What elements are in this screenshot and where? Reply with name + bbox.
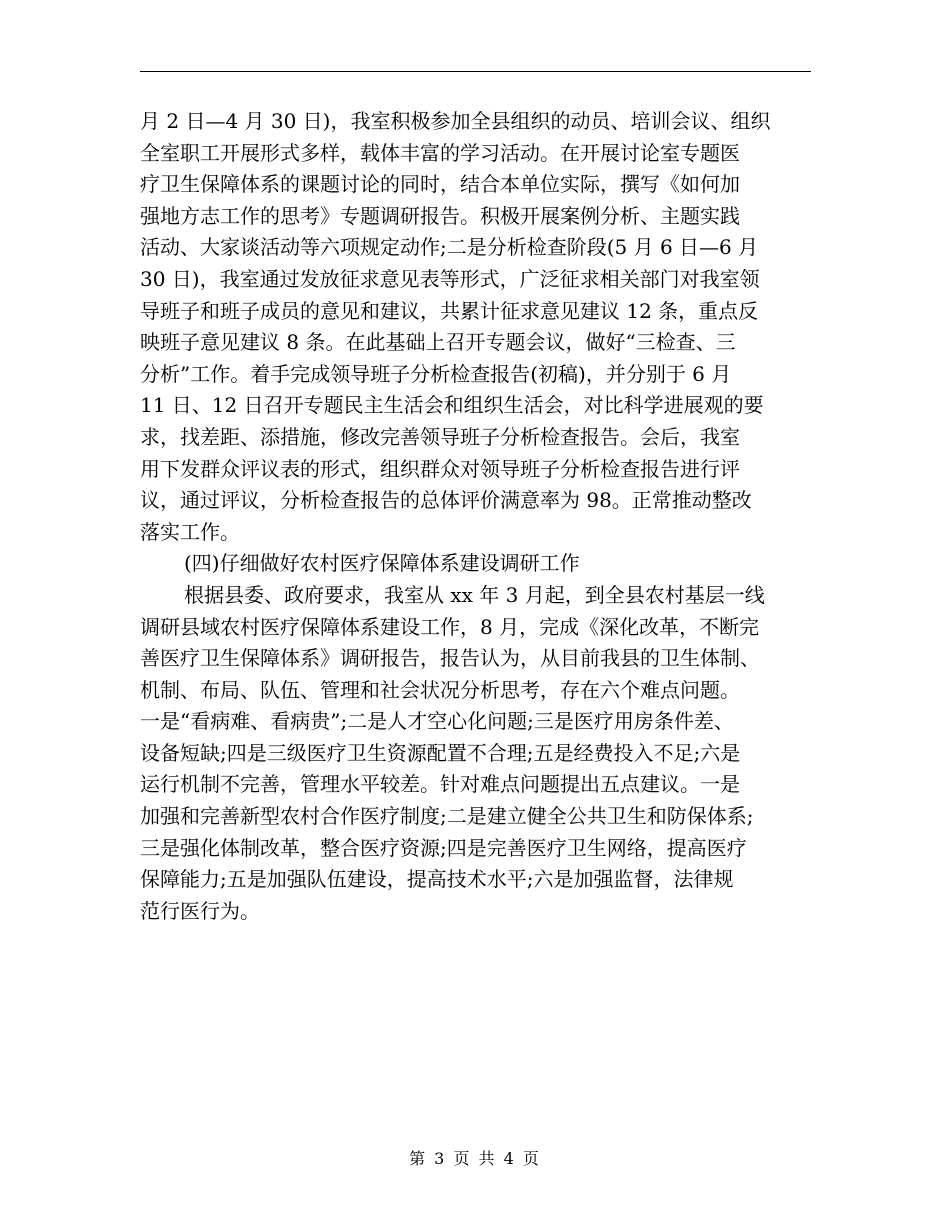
text-line: 机制、布局、队伍、管理和社会状况分析思考，存在六个难点问题。 [140,677,740,702]
text-line: 求，找差距、添措施，修改完善领导班子分析检查报告。会后，我室 [140,424,740,449]
text-line: 活动、大家谈活动等六项规定动作;二是分析检查阶段(5 月 6 日—6 月 [140,235,759,260]
text-line: 疗卫生保障体系的课题讨论的同时，结合本单位实际，撰写《如何加 [140,172,740,197]
text-line: 调研县域农村医疗保障体系建设工作，8 月，完成《深化改革，不断完 [140,614,760,639]
text-line: 三是强化体制改革，整合医疗资源;四是完善医疗卫生网络，提高医疗 [140,835,747,860]
paragraph-start-line: 根据县委、政府要求，我室从 xx 年 3 月起，到全县农村基层一线 [184,582,765,607]
text-line: 全室职工开展形式多样，载体丰富的学习活动。在开展讨论室专题医 [140,140,740,165]
text-line: 导班子和班子成员的意见和建议，共累计征求意见建议 12 条，重点反 [140,298,759,323]
text-line: 善医疗卫生保障体系》调研报告，报告认为，从目前我县的卫生体制、 [140,646,760,671]
text-line: 范行医行为。 [140,898,260,923]
text-line: 月 2 日—4 月 30 日)，我室积极参加全县组织的动员、培训会议、组织 [140,109,771,133]
paragraph-start-line: (四)仔细做好农村医疗保障体系建设调研工作 [184,551,580,576]
text-line: 议，通过评议，分析检查报告的总体评价满意率为 98。正常推动整改 [140,488,752,513]
text-line: 保障能力;五是加强队伍建设，提高技术水平;六是加强监督，法律规 [140,867,734,892]
document-body [140,106,820,927]
page-number-footer: 第 3 页 共 4 页 [409,1149,541,1168]
text-line: 加强和完善新型农村合作医疗制度;二是建立健全公共卫生和防保体系; [140,804,754,829]
text-line: 分析”工作。着手完成领导班子分析检查报告(初稿)，并分别于 6 月 [140,361,732,386]
text-line: 一是“看病难、看病贵”;二是人才空心化问题;三是医疗用房条件差、 [140,709,734,734]
text-line: 用下发群众评议表的形式，组织群众对领导班子分析检查报告进行评 [140,456,740,481]
text-line: 30 日)，我室通过发放征求意见表等形式，广泛征求相关部门对我室领 [140,266,760,291]
text-line: 强地方志工作的思考》专题调研报告。积极开展案例分析、主题实践 [140,203,740,228]
text-line: 映班子意见建议 8 条。在此基础上召开专题会议，做好“三检查、三 [140,330,736,355]
text-line: 落实工作。 [140,519,240,544]
text-line: 设备短缺;四是三级医疗卫生资源配置不合理;五是经费投入不足;六是 [140,740,741,765]
text-line: 运行机制不完善，管理水平较差。针对难点问题提出五点建议。一是 [140,772,740,797]
header-rule [140,71,811,72]
text-line: 11 日、12 日召开专题民主生活会和组织生活会，对比科学进展观的要 [140,393,764,418]
